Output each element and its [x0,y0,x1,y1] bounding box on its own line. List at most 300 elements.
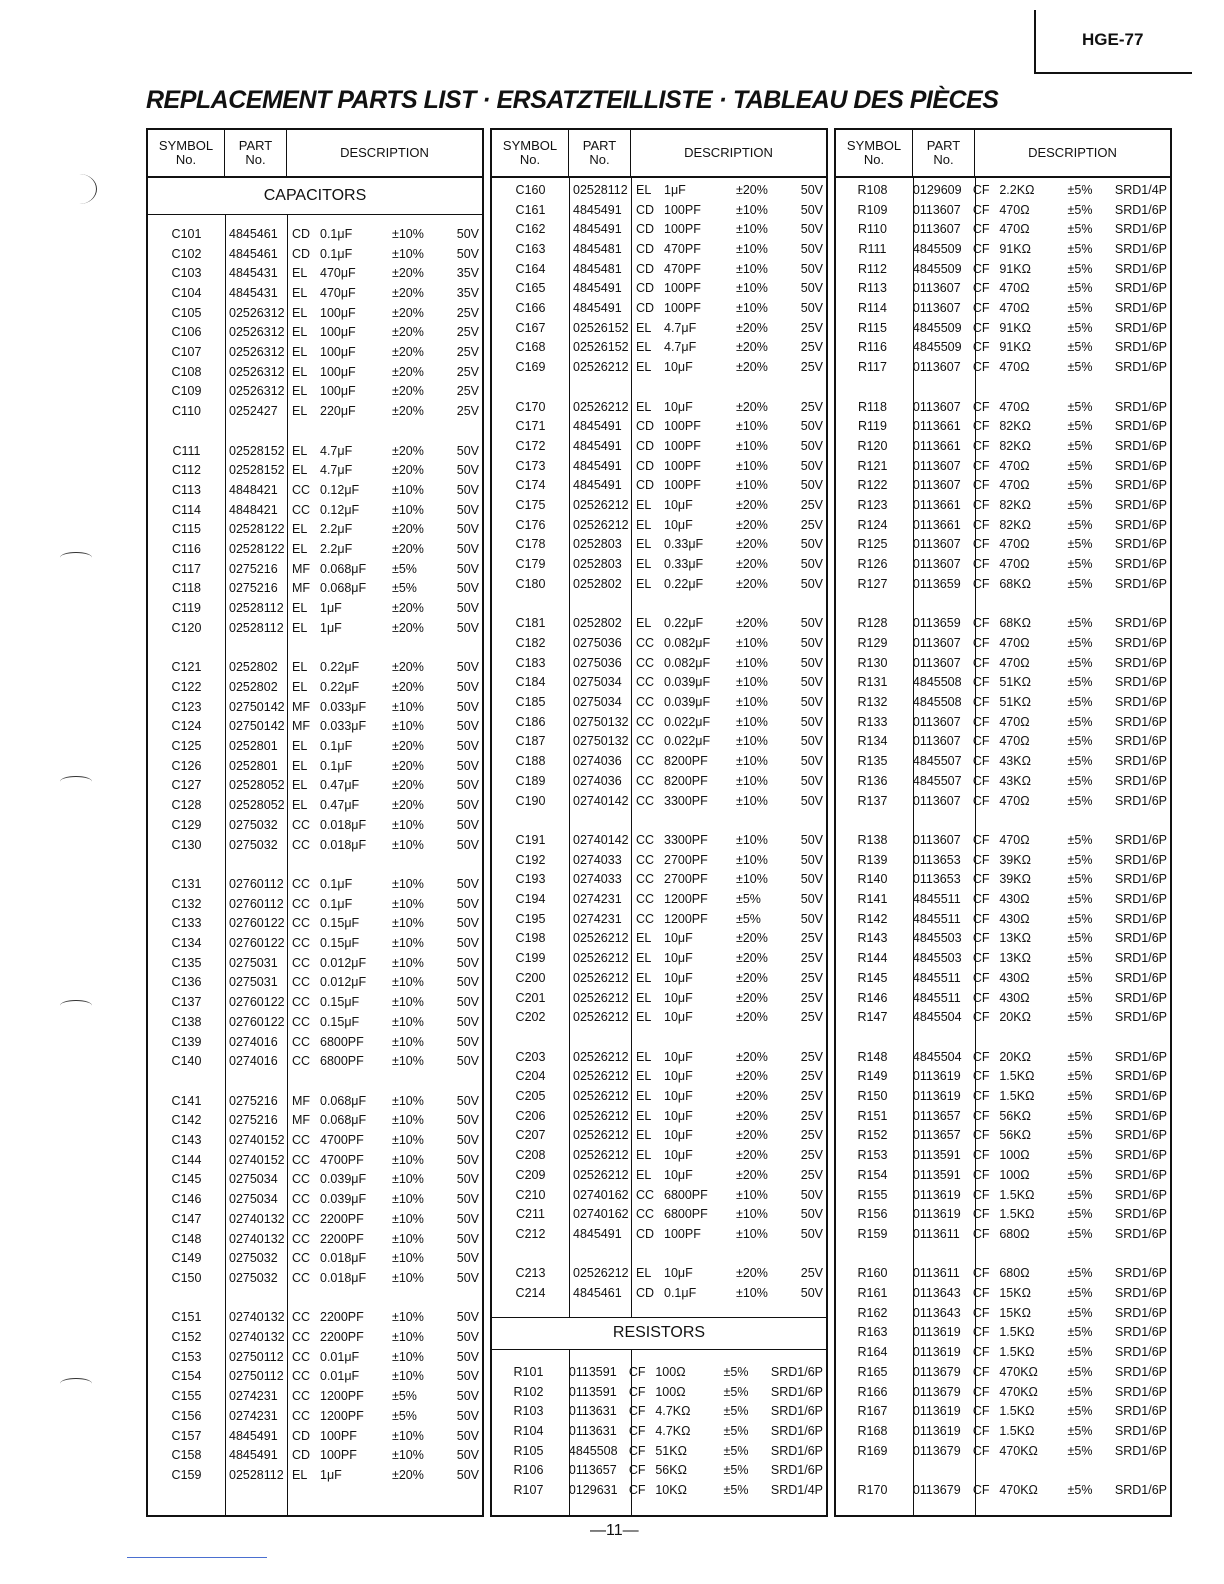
value-cell: 10μF [664,517,693,532]
type-cell: CC [636,714,655,729]
part-number-cell: 4845503 [912,931,962,946]
value-cell: 100PF [664,419,701,434]
rating-cell: 25V [800,320,823,335]
symbol-cell: R140 [857,872,888,887]
table-row [492,1067,826,1087]
tolerance-cell: ±10% [736,478,768,493]
value-cell: 2200PF [320,1310,364,1325]
tolerance-cell: ±10% [736,872,768,887]
symbol-cell: R119 [857,419,887,434]
value-cell: 51KΩ [999,675,1031,690]
value-cell: 10μF [664,1108,693,1123]
table-row [492,929,826,949]
type-cell: CF [972,852,990,867]
value-cell: 10μF [664,1148,693,1163]
rating-cell: 25V [800,340,823,355]
table-row [836,476,1170,496]
part-number-cell: 02526312 [229,305,285,320]
rating-cell: 25V [800,970,823,985]
table-row [492,318,826,338]
part-number-cell: 4845511 [912,892,961,907]
tolerance-cell: ±20% [736,1148,768,1163]
part-number-cell: 4845509 [912,340,962,355]
table-row [148,1170,482,1190]
part-number-cell: 4845504 [912,1010,962,1025]
symbol-cell: R146 [857,990,888,1005]
table-row [148,795,482,815]
type-cell: MF [292,561,311,576]
rating-cell: SRD1/6P [1114,872,1167,887]
symbol-cell: C154 [171,1369,202,1384]
rating-cell: 25V [456,364,479,379]
part-number-cell: 02740152 [229,1152,285,1167]
rating-cell: 50V [456,758,479,773]
rating-cell: SRD1/6P [1114,261,1167,276]
column-divider [287,214,288,1515]
symbol-cell: C213 [515,1266,546,1281]
table-row [492,1382,826,1402]
part-number-cell: 02760112 [229,896,284,911]
type-cell: CD [636,261,655,276]
part-number-cell: 02526312 [229,384,285,399]
symbol-cell: R110 [857,222,887,237]
binding-hole-mark [60,1000,92,1011]
value-cell: 430Ω [999,990,1030,1005]
part-number-cell: 0252802 [573,616,622,631]
part-number-cell: 4845491 [573,1226,622,1241]
type-cell: EL [636,360,652,375]
rating-cell: 50V [456,936,479,951]
parts-table-column-2 [490,128,828,1517]
symbol-cell: R107 [513,1483,544,1498]
type-cell: EL [292,266,308,281]
table-row [836,1165,1170,1185]
symbol-cell: R123 [857,498,888,513]
value-cell: 1μF [664,182,686,197]
type-cell: CD [292,1428,311,1443]
type-cell: CD [636,222,655,237]
rating-cell: SRD1/6P [1114,616,1167,631]
value-cell: 470Ω [999,281,1030,296]
type-cell: CC [292,1014,311,1029]
table-row [492,1165,826,1185]
rating-cell: SRD1/6P [1114,320,1167,335]
tolerance-cell: ±5% [723,1483,749,1498]
tolerance-cell: ±20% [392,798,424,813]
tolerance-cell: ±20% [392,679,424,694]
rating-cell: SRD1/6P [1114,852,1167,867]
part-number-cell: 0275216 [229,581,278,596]
rating-cell: SRD1/6P [1114,1483,1167,1498]
symbol-cell: R165 [857,1364,888,1379]
table-row [836,1362,1170,1382]
tolerance-cell: ±5% [1067,458,1093,473]
type-cell: CC [292,1270,311,1285]
type-cell: CF [972,911,990,926]
binding-hole-mark [60,552,92,563]
table-row [148,1367,482,1387]
value-cell: 0.47μF [320,798,360,813]
tolerance-cell: ±20% [736,360,768,375]
part-number-cell: 02740142 [573,832,629,847]
type-cell: CD [636,1286,655,1301]
type-cell: CF [972,931,990,946]
part-number-cell: 4845507 [912,754,962,769]
symbol-cell: R132 [857,695,888,710]
value-cell: 0.12μF [320,502,360,517]
table-row [836,1185,1170,1205]
part-number-cell: 02526212 [573,1148,629,1163]
symbol-cell: R163 [857,1325,888,1340]
tolerance-cell: ±20% [392,345,424,360]
value-cell: 0.01μF [320,1349,360,1364]
tolerance-cell: ±10% [736,419,768,434]
part-header: PART No. [225,130,287,176]
value-cell: 0.1μF [664,1286,697,1301]
table-row [148,559,482,579]
rating-cell: 50V [456,1054,479,1069]
table-row [836,909,1170,929]
symbol-cell: R129 [857,635,888,650]
type-cell: CF [628,1423,646,1438]
part-number-cell: 0113607 [912,202,961,217]
table-row [148,992,482,1012]
tolerance-cell: ±10% [392,955,424,970]
type-cell: CF [972,1364,990,1379]
table-row [836,850,1170,870]
part-number-cell: 4845508 [568,1443,618,1458]
symbol-cell: C210 [515,1187,546,1202]
table-row [836,1283,1170,1303]
tolerance-cell: ±5% [1067,1187,1093,1202]
type-cell: CC [636,872,655,887]
symbol-cell: R142 [857,911,888,926]
rating-cell: 50V [800,911,823,926]
type-cell: CD [636,281,655,296]
rating-cell: SRD1/6P [770,1423,823,1438]
tolerance-cell: ±20% [736,1049,768,1064]
value-cell: 0.039μF [664,695,711,710]
rating-cell: 50V [456,876,479,891]
table-row [148,1012,482,1032]
value-cell: 0.1μF [320,896,353,911]
tolerance-cell: ±10% [736,734,768,749]
type-cell: CD [636,1226,655,1241]
table-row [492,1204,826,1224]
value-cell: 2700PF [664,872,708,887]
value-cell: 2700PF [664,852,708,867]
part-number-cell: 4845508 [912,675,962,690]
tolerance-cell: ±20% [736,557,768,572]
tolerance-cell: ±20% [392,364,424,379]
type-cell: CC [292,1211,311,1226]
part-number-cell: 0113659 [912,576,961,591]
table-row [836,732,1170,752]
tolerance-cell: ±5% [1067,419,1093,434]
value-cell: 680Ω [999,1266,1030,1281]
symbol-cell: R138 [857,832,888,847]
type-cell: CC [292,1152,311,1167]
rating-cell: 50V [456,1270,479,1285]
rating-cell: SRD1/6P [1114,301,1167,316]
value-cell: 0.22μF [664,576,704,591]
tolerance-cell: ±5% [1067,1345,1093,1360]
type-cell: CF [972,1108,990,1123]
type-cell: CF [972,182,990,197]
tolerance-cell: ±5% [1067,931,1093,946]
table-header [836,130,1170,178]
table-row [148,598,482,618]
tolerance-cell: ±10% [392,226,424,241]
tolerance-cell: ±10% [736,695,768,710]
value-cell: 470Ω [999,793,1030,808]
value-cell: 0.039μF [320,1172,367,1187]
value-cell: 82KΩ [999,517,1031,532]
type-cell: CF [972,478,990,493]
table-row [148,244,482,264]
symbol-cell: C113 [172,482,201,497]
table-row [148,815,482,835]
value-cell: 100PF [320,1428,357,1443]
value-cell: 13KΩ [999,951,1031,966]
table-row [492,988,826,1008]
rating-cell: 50V [800,852,823,867]
type-cell: CD [292,246,311,261]
part-number-cell: 0113661 [912,517,961,532]
tolerance-cell: ±20% [392,404,424,419]
table-row [836,1007,1170,1027]
description-header: DESCRIPTION [684,145,773,160]
tolerance-cell: ±20% [392,443,424,458]
symbol-cell: C110 [172,404,201,419]
value-cell: 470KΩ [999,1483,1038,1498]
value-cell: 1200PF [320,1389,364,1404]
tolerance-cell: ±10% [736,714,768,729]
symbol-cell: C125 [171,739,202,754]
table-row [836,436,1170,456]
rating-cell: SRD1/6P [1114,1187,1167,1202]
value-cell: 0.018μF [320,837,367,852]
value-cell: 0.22μF [664,616,704,631]
tolerance-cell: ±5% [1067,1049,1093,1064]
rating-cell: 25V [800,1010,823,1025]
table-row [836,1421,1170,1441]
table-row [836,1441,1170,1461]
part-number-cell: 4845491 [573,419,622,434]
value-cell: 15KΩ [999,1286,1031,1301]
symbol-cell: R117 [857,360,887,375]
symbol-cell: R109 [857,202,888,217]
symbol-cell: C175 [515,498,546,513]
table-row [148,323,482,343]
symbol-cell: R124 [857,517,888,532]
tolerance-cell: ±20% [736,182,768,197]
type-cell: EL [636,970,652,985]
type-cell: CF [972,872,990,887]
type-cell: EL [292,404,308,419]
part-number-cell: 4845511 [912,990,961,1005]
symbol-cell: C159 [171,1467,202,1482]
type-cell: CD [292,226,311,241]
type-cell: EL [636,399,652,414]
value-cell: 0.1μF [320,246,353,261]
value-cell: 470Ω [999,458,1030,473]
rating-cell: SRD1/6P [1114,1167,1167,1182]
value-cell: 0.033μF [320,719,367,734]
type-cell: EL [636,951,652,966]
part-number-cell: 02750132 [573,714,629,729]
type-cell: EL [636,498,652,513]
symbol-cell: R104 [513,1423,544,1438]
part-number-cell: 02528112 [229,1467,284,1482]
tolerance-cell: ±5% [1067,1286,1093,1301]
type-cell: CF [972,498,990,513]
type-cell: CC [636,734,655,749]
rating-cell: SRD1/6P [1114,695,1167,710]
type-cell: CF [972,695,990,710]
part-number-cell: 0275034 [573,675,622,690]
rating-cell: 50V [456,1251,479,1266]
value-cell: 470KΩ [999,1443,1038,1458]
tolerance-cell: ±5% [1067,557,1093,572]
symbol-cell: C112 [172,463,201,478]
rating-cell: SRD1/6P [1114,714,1167,729]
part-number-cell: 4845491 [573,301,622,316]
value-cell: 0.12μF [320,482,360,497]
value-cell: 470PF [664,261,701,276]
part-header: PART No. [913,130,975,176]
part-number-cell: 02528152 [229,443,285,458]
value-cell: 0.068μF [320,581,367,596]
symbol-cell: C166 [515,301,546,316]
rating-cell: 50V [800,872,823,887]
symbol-cell: C182 [515,635,546,650]
symbol-cell: C120 [171,620,202,635]
tolerance-cell: ±20% [736,320,768,335]
type-cell: CF [972,1069,990,1084]
rating-cell: 50V [456,522,479,537]
symbol-cell: C127 [171,778,202,793]
table-row [492,574,826,594]
type-cell: CC [292,876,311,891]
value-cell: 4.7KΩ [655,1404,691,1419]
symbol-cell: R108 [857,182,888,197]
table-row [148,1209,482,1229]
value-cell: 1200PF [320,1408,364,1423]
rating-cell: SRD1/6P [1114,1089,1167,1104]
value-cell: 82KΩ [999,419,1031,434]
type-cell: EL [292,364,308,379]
tolerance-cell: ±5% [1067,1089,1093,1104]
rating-cell: SRD1/6P [1114,1286,1167,1301]
table-row [492,357,826,377]
symbol-cell: R159 [857,1226,888,1241]
value-cell: 10μF [664,1069,693,1084]
rating-cell: 50V [800,832,823,847]
value-cell: 1μF [320,1467,342,1482]
part-number-cell: 0274016 [229,1034,278,1049]
type-cell: EL [636,1128,652,1143]
tolerance-cell: ±5% [1067,537,1093,552]
type-cell: CF [972,1207,990,1222]
symbol-cell: C214 [515,1286,546,1301]
part-number-cell: 0275036 [573,655,622,670]
tolerance-cell: ±20% [392,660,424,675]
symbol-cell: C199 [515,951,546,966]
tolerance-cell: ±10% [392,1330,424,1345]
type-cell: CC [292,482,311,497]
table-row [836,988,1170,1008]
tolerance-cell: ±5% [1067,222,1093,237]
table-row [148,933,482,953]
type-cell: CF [972,951,990,966]
value-cell: 470Ω [999,537,1030,552]
table-row [836,830,1170,850]
tolerance-cell: ±10% [736,1207,768,1222]
table-row [148,303,482,323]
table-row [836,298,1170,318]
value-cell: 0.012μF [320,955,367,970]
type-cell: CF [972,202,990,217]
value-cell: 43KΩ [999,754,1031,769]
part-number-cell: 0252801 [229,758,278,773]
table-row [148,953,482,973]
symbol-cell: C167 [515,320,546,335]
tolerance-cell: ±5% [1067,241,1093,256]
part-number-cell: 4845509 [912,241,962,256]
value-cell: 0.022μF [664,734,711,749]
rating-cell: 50V [800,695,823,710]
type-cell: CC [292,1133,311,1148]
table-row [148,1386,482,1406]
part-number-cell: 02740142 [573,793,629,808]
rating-cell: 50V [456,1152,479,1167]
rating-cell: SRD1/6P [770,1364,823,1379]
part-number-cell: 4845491 [573,438,622,453]
symbol-header: SYMBOL No. [148,130,225,176]
symbol-cell: R150 [857,1089,888,1104]
value-cell: 0.018μF [320,817,367,832]
value-cell: 1.5KΩ [999,1089,1035,1104]
type-cell: CC [636,1187,655,1202]
symbol-cell: C172 [515,438,546,453]
table-row [492,298,826,318]
type-cell: CF [972,1286,990,1301]
symbol-cell: C115 [172,522,201,537]
value-cell: 91KΩ [999,241,1031,256]
tolerance-cell: ±5% [1067,695,1093,710]
table-row [492,554,826,574]
tolerance-cell: ±20% [736,970,768,985]
tolerance-cell: ±10% [392,936,424,951]
symbol-cell: C206 [515,1108,546,1123]
rating-cell: 50V [800,438,823,453]
symbol-cell: R118 [857,399,887,414]
table-row [836,1323,1170,1343]
value-cell: 1μF [320,601,342,616]
tolerance-cell: ±10% [736,438,768,453]
rating-cell: 35V [456,285,479,300]
tolerance-cell: ±20% [736,1167,768,1182]
tolerance-cell: ±20% [392,758,424,773]
symbol-cell: C171 [515,419,546,434]
rating-cell: SRD1/6P [1114,241,1167,256]
value-cell: 0.1μF [320,758,353,773]
table-row [148,1051,482,1071]
part-number-cell: 0129631 [568,1483,618,1498]
value-cell: 82KΩ [999,498,1031,513]
value-cell: 0.068μF [320,1113,367,1128]
